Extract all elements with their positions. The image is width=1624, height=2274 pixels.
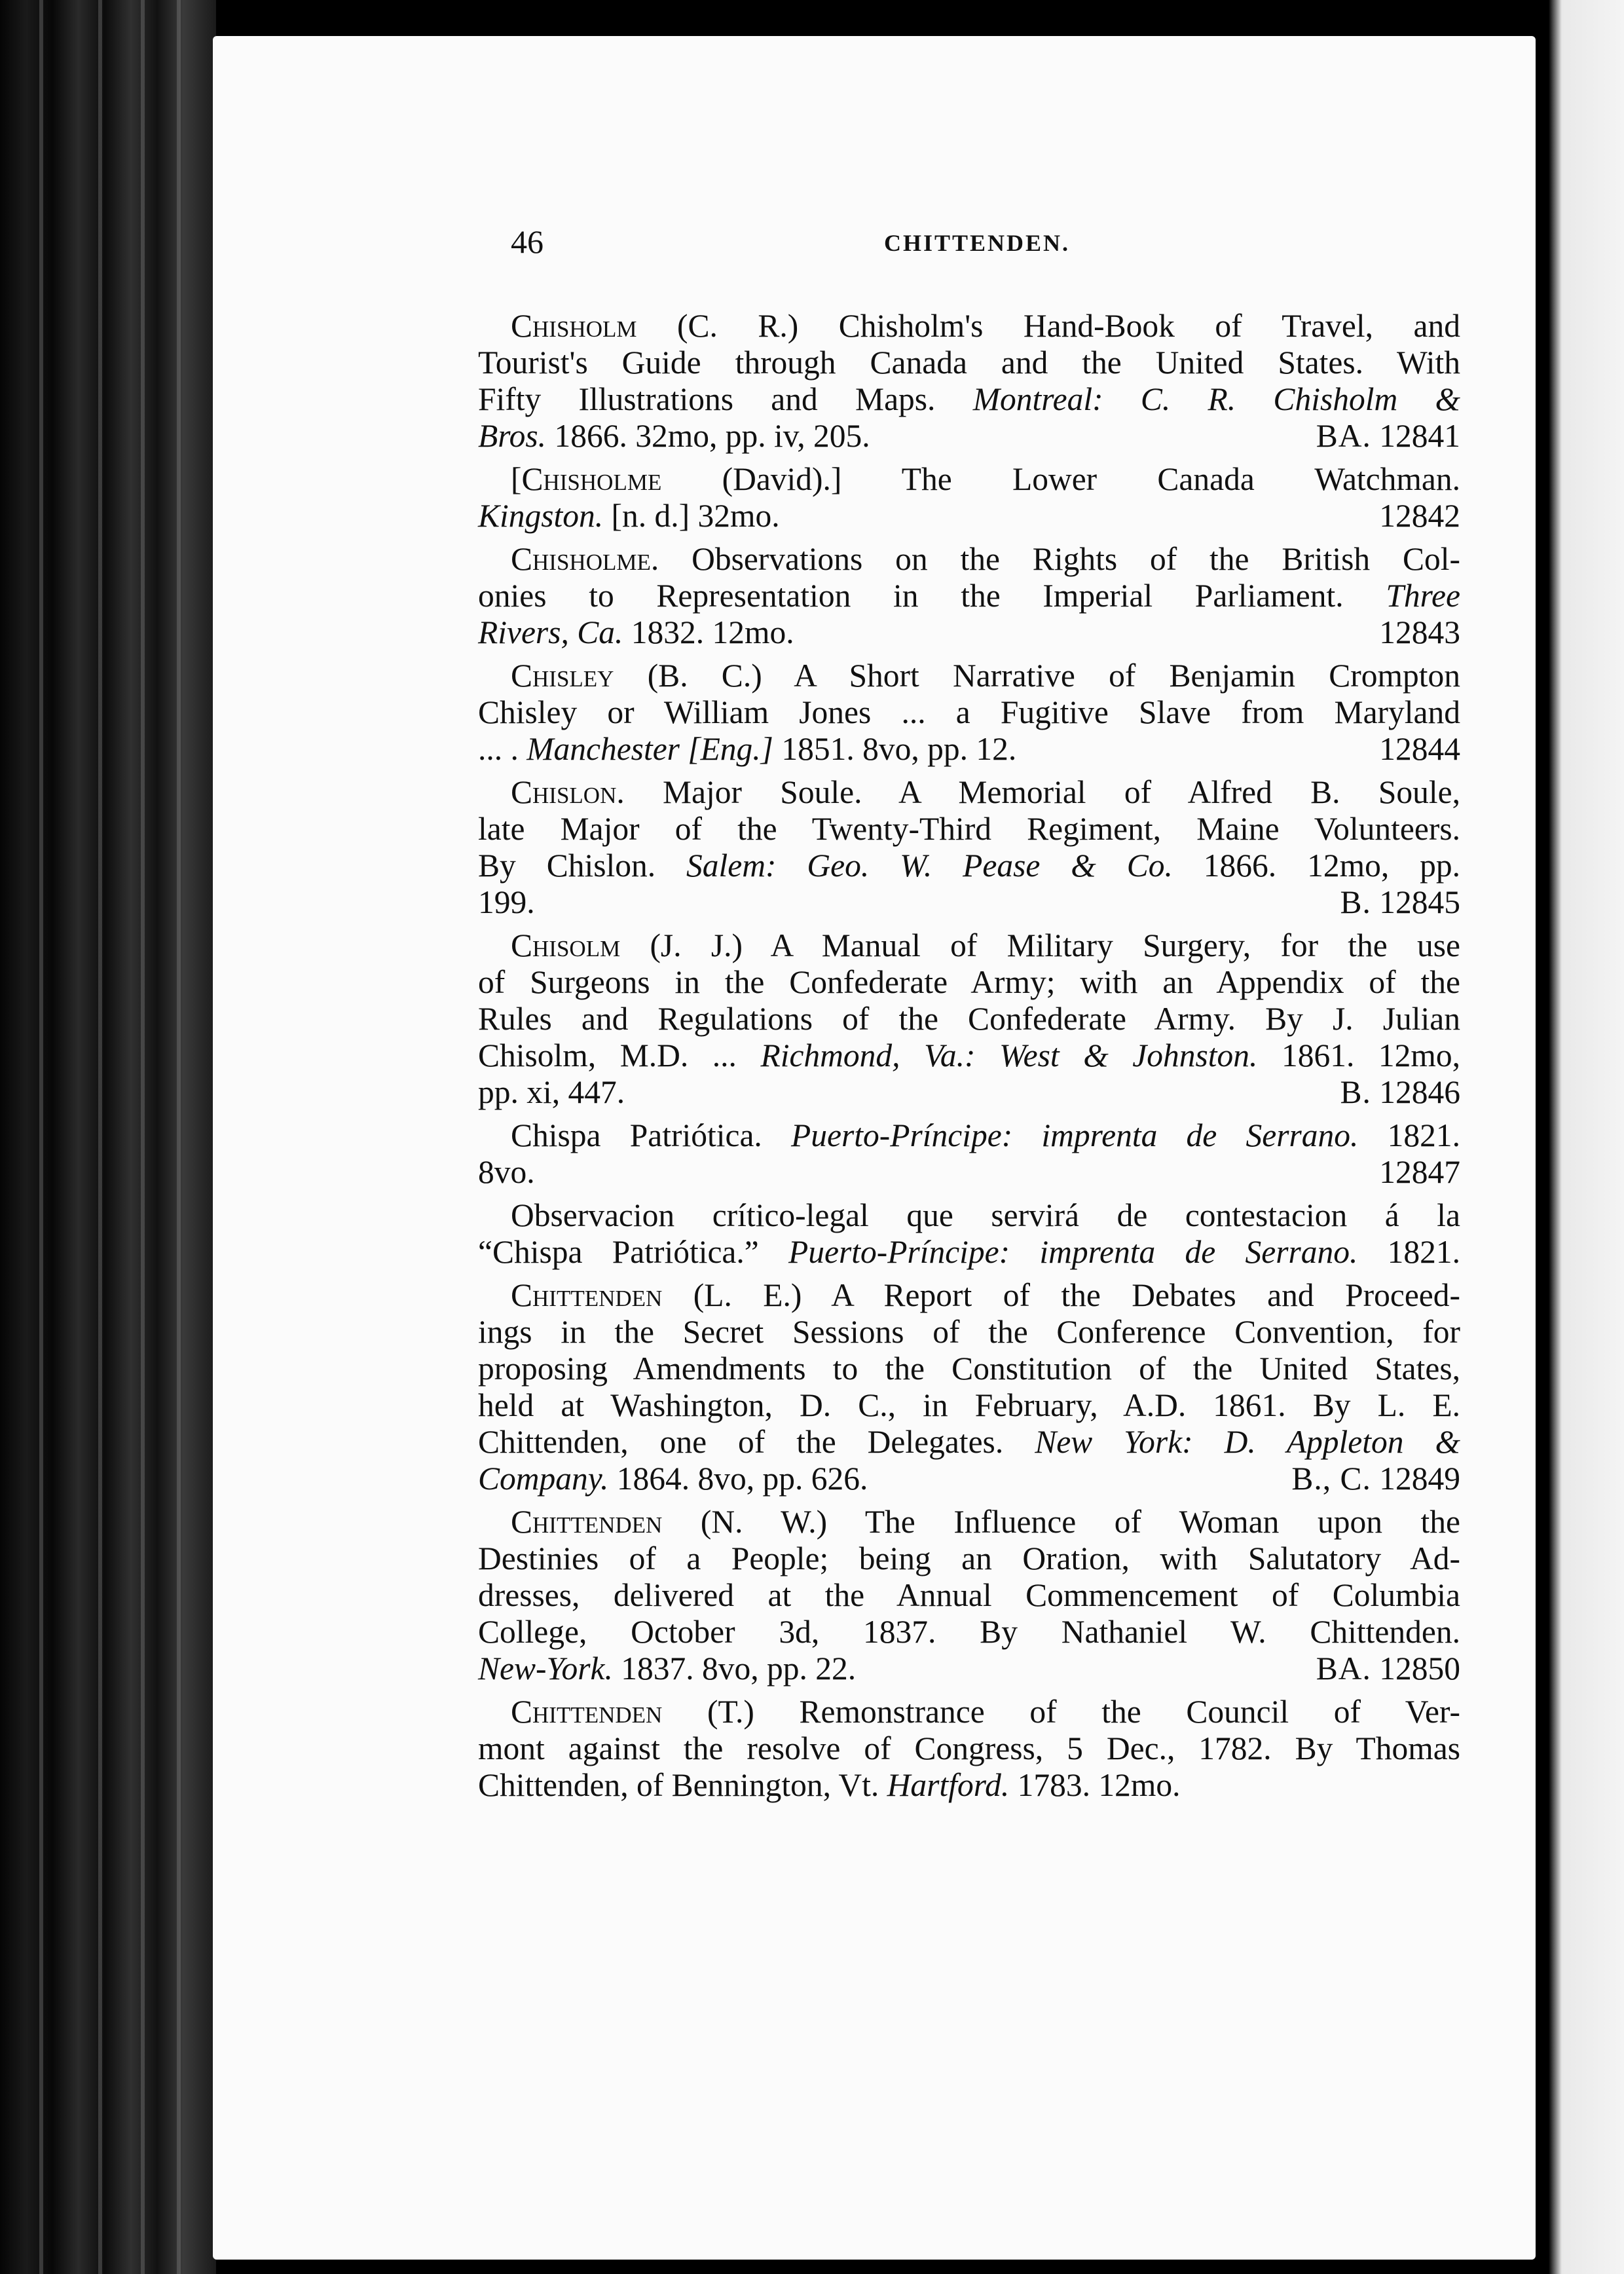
imprint: New York: D. Appleton & xyxy=(1035,1424,1460,1460)
bibliography-entry xyxy=(478,1277,1460,1497)
book-spine xyxy=(0,0,216,2274)
author-name: Chittenden xyxy=(511,1504,663,1540)
entry-line xyxy=(478,1277,1460,1314)
author-name: [Chisholme xyxy=(511,461,662,497)
entry-line xyxy=(478,498,1460,534)
entry-text: (T.) Remonstrance of the Council of Ver- xyxy=(662,1694,1460,1730)
entry-line xyxy=(478,964,1460,1001)
entry-text: 1866. 12mo, pp. xyxy=(1172,848,1460,884)
entry-line xyxy=(478,848,1460,884)
author-name: Chisolm xyxy=(511,927,621,963)
entry-line xyxy=(478,541,1460,578)
entry-text: ings in the Secret Sessions of the Conference Convention, for xyxy=(478,1314,1460,1350)
entry-text: Chittenden, of Bennington, Vt. xyxy=(478,1767,887,1803)
entry-number: 12842 xyxy=(1379,498,1460,534)
entry-line xyxy=(478,1154,1460,1191)
entry-text: “Chispa Patriótica.” xyxy=(478,1234,788,1270)
library-sigla: BA. xyxy=(1316,1650,1371,1687)
entry-text: Observacion crítico-legal que servirá de contestacion á la xyxy=(511,1197,1460,1233)
imprint: Puerto-Príncipe: imprenta de Serrano. xyxy=(788,1234,1358,1270)
entry-text: Chisley or William Jones ... a Fugitive Slave from Maryland xyxy=(478,694,1460,730)
entry-line xyxy=(478,1577,1460,1614)
entry-text: Chispa Patriótica. xyxy=(511,1117,792,1153)
bibliography-entries xyxy=(478,308,1460,1810)
entry-number: 12847 xyxy=(1379,1154,1460,1190)
entry-line xyxy=(478,927,1460,964)
author-name: Chittenden xyxy=(511,1277,663,1313)
entry-number: 12850 xyxy=(1379,1650,1460,1687)
entry-text: pp. xi, 447. xyxy=(478,1074,625,1110)
entry-text: College, October 3d, 1837. By Nathaniel W. Chittenden. xyxy=(478,1614,1460,1650)
entry-number: 12844 xyxy=(1379,731,1460,767)
imprint: Kingston. xyxy=(478,498,604,534)
entry-text: (N. W.) The Influence of Woman upon the xyxy=(662,1504,1460,1540)
facing-page-edge xyxy=(1536,0,1624,2274)
author-name: Chisholm xyxy=(511,308,637,344)
entry-text: 1832. 12mo. xyxy=(623,614,794,650)
running-head: CHITTENDEN. xyxy=(884,230,1071,256)
bibliography-entry xyxy=(478,774,1460,921)
library-sigla: BA. xyxy=(1316,418,1371,454)
entry-line xyxy=(478,731,1460,768)
entry-line xyxy=(478,1234,1460,1271)
entry-text: Major Soule. A Memorial of Alfred B. Soule, xyxy=(624,774,1460,810)
library-sigla: B. xyxy=(1340,1074,1371,1110)
entry-text: 1783. 12mo. xyxy=(1009,1767,1181,1803)
imprint: Three xyxy=(1386,578,1460,614)
imprint: Salem: Geo. W. Pease & Co. xyxy=(686,848,1173,884)
entry-text: (David).] The Lower Canada Watchman. xyxy=(661,461,1460,497)
entry-text: late Major of the Twenty-Third Regiment, Maine Volunteers. xyxy=(478,811,1460,847)
entry-text: (B. C.) A Short Narrative of Benjamin Crompton xyxy=(614,658,1460,694)
entry-line xyxy=(478,1540,1460,1577)
entry-text: Destinies of a People; being an Oration, with Salutatory Ad- xyxy=(478,1540,1460,1576)
entry-line xyxy=(478,1387,1460,1424)
entry-text: 1837. 8vo, pp. 22. xyxy=(612,1650,857,1687)
entry-text: Tourist's Guide through Canada and the United States. With xyxy=(478,345,1460,381)
entry-text: mont against the resolve of Congress, 5 Dec., 1782. By Thomas xyxy=(478,1730,1460,1766)
entry-line xyxy=(478,578,1460,614)
page-number: 46 xyxy=(511,223,544,260)
bibliography-entry xyxy=(478,308,1460,455)
entry-line xyxy=(478,1037,1460,1074)
entry-line xyxy=(478,1074,1460,1111)
entry-line xyxy=(478,1351,1460,1387)
page-edge-line xyxy=(39,0,43,2274)
library-sigla: B., C. xyxy=(1291,1461,1371,1497)
entry-text: proposing Amendments to the Constitution of the United States, xyxy=(478,1351,1460,1387)
entry-text: 1864. 8vo, pp. 626. xyxy=(608,1461,868,1497)
entry-line xyxy=(478,1504,1460,1540)
entry-line xyxy=(478,884,1460,921)
entry-line xyxy=(478,774,1460,811)
author-name: Chislon. xyxy=(511,774,625,810)
entry-text: (J. J.) A Manual of Military Surgery, for the use xyxy=(620,927,1460,963)
bibliography-entry xyxy=(478,1694,1460,1804)
entry-text: 1851. 8vo, pp. 12. xyxy=(773,731,1017,767)
entry-line xyxy=(478,1650,1460,1687)
entry-text: [n. d.] 32mo. xyxy=(603,498,780,534)
entry-text: Rules and Regulations of the Confederate Army. By J. Julian xyxy=(478,1001,1460,1037)
bibliography-entry xyxy=(478,1117,1460,1191)
page-edge-line xyxy=(177,0,181,2274)
entry-text: Chittenden, one of the Delegates. xyxy=(478,1424,1035,1460)
imprint: New-York. xyxy=(478,1650,613,1687)
entry-line xyxy=(478,418,1460,455)
entry-line xyxy=(478,1767,1460,1804)
entry-text: dresses, delivered at the Annual Commencement of Columbia xyxy=(478,1577,1460,1613)
entry-text: Chisolm, M.D. ... xyxy=(478,1037,761,1073)
page-header xyxy=(511,223,1519,269)
entry-line xyxy=(478,1694,1460,1730)
bibliography-entry xyxy=(478,1504,1460,1687)
imprint: Montreal: C. R. Chisholm & xyxy=(972,381,1460,417)
entry-text: (C. R.) Chisholm's Hand-Book of Travel, and xyxy=(637,308,1460,344)
page-edge-line xyxy=(141,0,145,2274)
entry-line xyxy=(478,1001,1460,1037)
author-name: Chittenden xyxy=(511,1694,663,1730)
entry-text: 8vo. xyxy=(478,1154,535,1190)
entry-line xyxy=(478,1614,1460,1650)
entry-line xyxy=(478,1424,1460,1461)
entry-line xyxy=(478,1730,1460,1767)
entry-text: ... . xyxy=(478,731,527,767)
entry-line xyxy=(478,1461,1460,1497)
entry-text: held at Washington, D. C., in February, A.D. 1861. By L. E. xyxy=(478,1387,1460,1423)
imprint: Bros. xyxy=(478,418,547,454)
author-name: Chisley xyxy=(511,658,614,694)
entry-text: 199. xyxy=(478,884,535,920)
entry-text: 1821. xyxy=(1357,1234,1460,1270)
entry-text: onies to Representation in the Imperial Parliament. xyxy=(478,578,1386,614)
entry-number: 12849 xyxy=(1379,1461,1460,1497)
imprint: Company. xyxy=(478,1461,609,1497)
bibliography-entry xyxy=(478,658,1460,768)
entry-text: (L. E.) A Report of the Debates and Proceed- xyxy=(662,1277,1460,1313)
bibliography-entry xyxy=(478,927,1460,1111)
author-name: Chisholme. xyxy=(511,541,659,577)
entry-text: Fifty Illustrations and Maps. xyxy=(478,381,973,417)
bibliography-entry xyxy=(478,461,1460,534)
entry-line xyxy=(478,658,1460,694)
imprint: Hartford. xyxy=(887,1767,1010,1803)
entry-line xyxy=(478,694,1460,731)
entry-line xyxy=(478,381,1460,418)
imprint: Rivers, Ca. xyxy=(478,614,623,650)
entry-text: of Surgeons in the Confederate Army; with an Appendix of the xyxy=(478,964,1460,1000)
entry-line xyxy=(478,1314,1460,1351)
imprint: Richmond, Va.: West & Johnston. xyxy=(760,1037,1258,1073)
entry-text: 1861. 12mo, xyxy=(1257,1037,1460,1073)
imprint: Puerto-Príncipe: imprenta de Serrano. xyxy=(791,1117,1359,1153)
bibliography-entry xyxy=(478,541,1460,651)
library-sigla: B. xyxy=(1340,884,1371,920)
entry-line xyxy=(478,1117,1460,1154)
entry-number: 12841 xyxy=(1379,418,1460,454)
bibliography-entry xyxy=(478,1197,1460,1271)
entry-line xyxy=(478,1197,1460,1234)
entry-line xyxy=(478,614,1460,651)
entry-number: 12846 xyxy=(1379,1074,1460,1110)
entry-line xyxy=(478,811,1460,848)
entry-line xyxy=(478,345,1460,381)
entry-number: 12843 xyxy=(1379,614,1460,650)
entry-text: By Chislon. xyxy=(478,848,687,884)
entry-line xyxy=(478,461,1460,498)
entry-line xyxy=(478,308,1460,345)
page-edge-line xyxy=(98,0,102,2274)
imprint: Manchester [Eng.] xyxy=(526,731,773,767)
entry-text: Observations on the Rights of the British Col- xyxy=(659,541,1460,577)
entry-text: 1821. xyxy=(1358,1117,1460,1153)
entry-text: 1866. 32mo, pp. iv, 205. xyxy=(546,418,870,454)
entry-number: 12845 xyxy=(1379,884,1460,920)
